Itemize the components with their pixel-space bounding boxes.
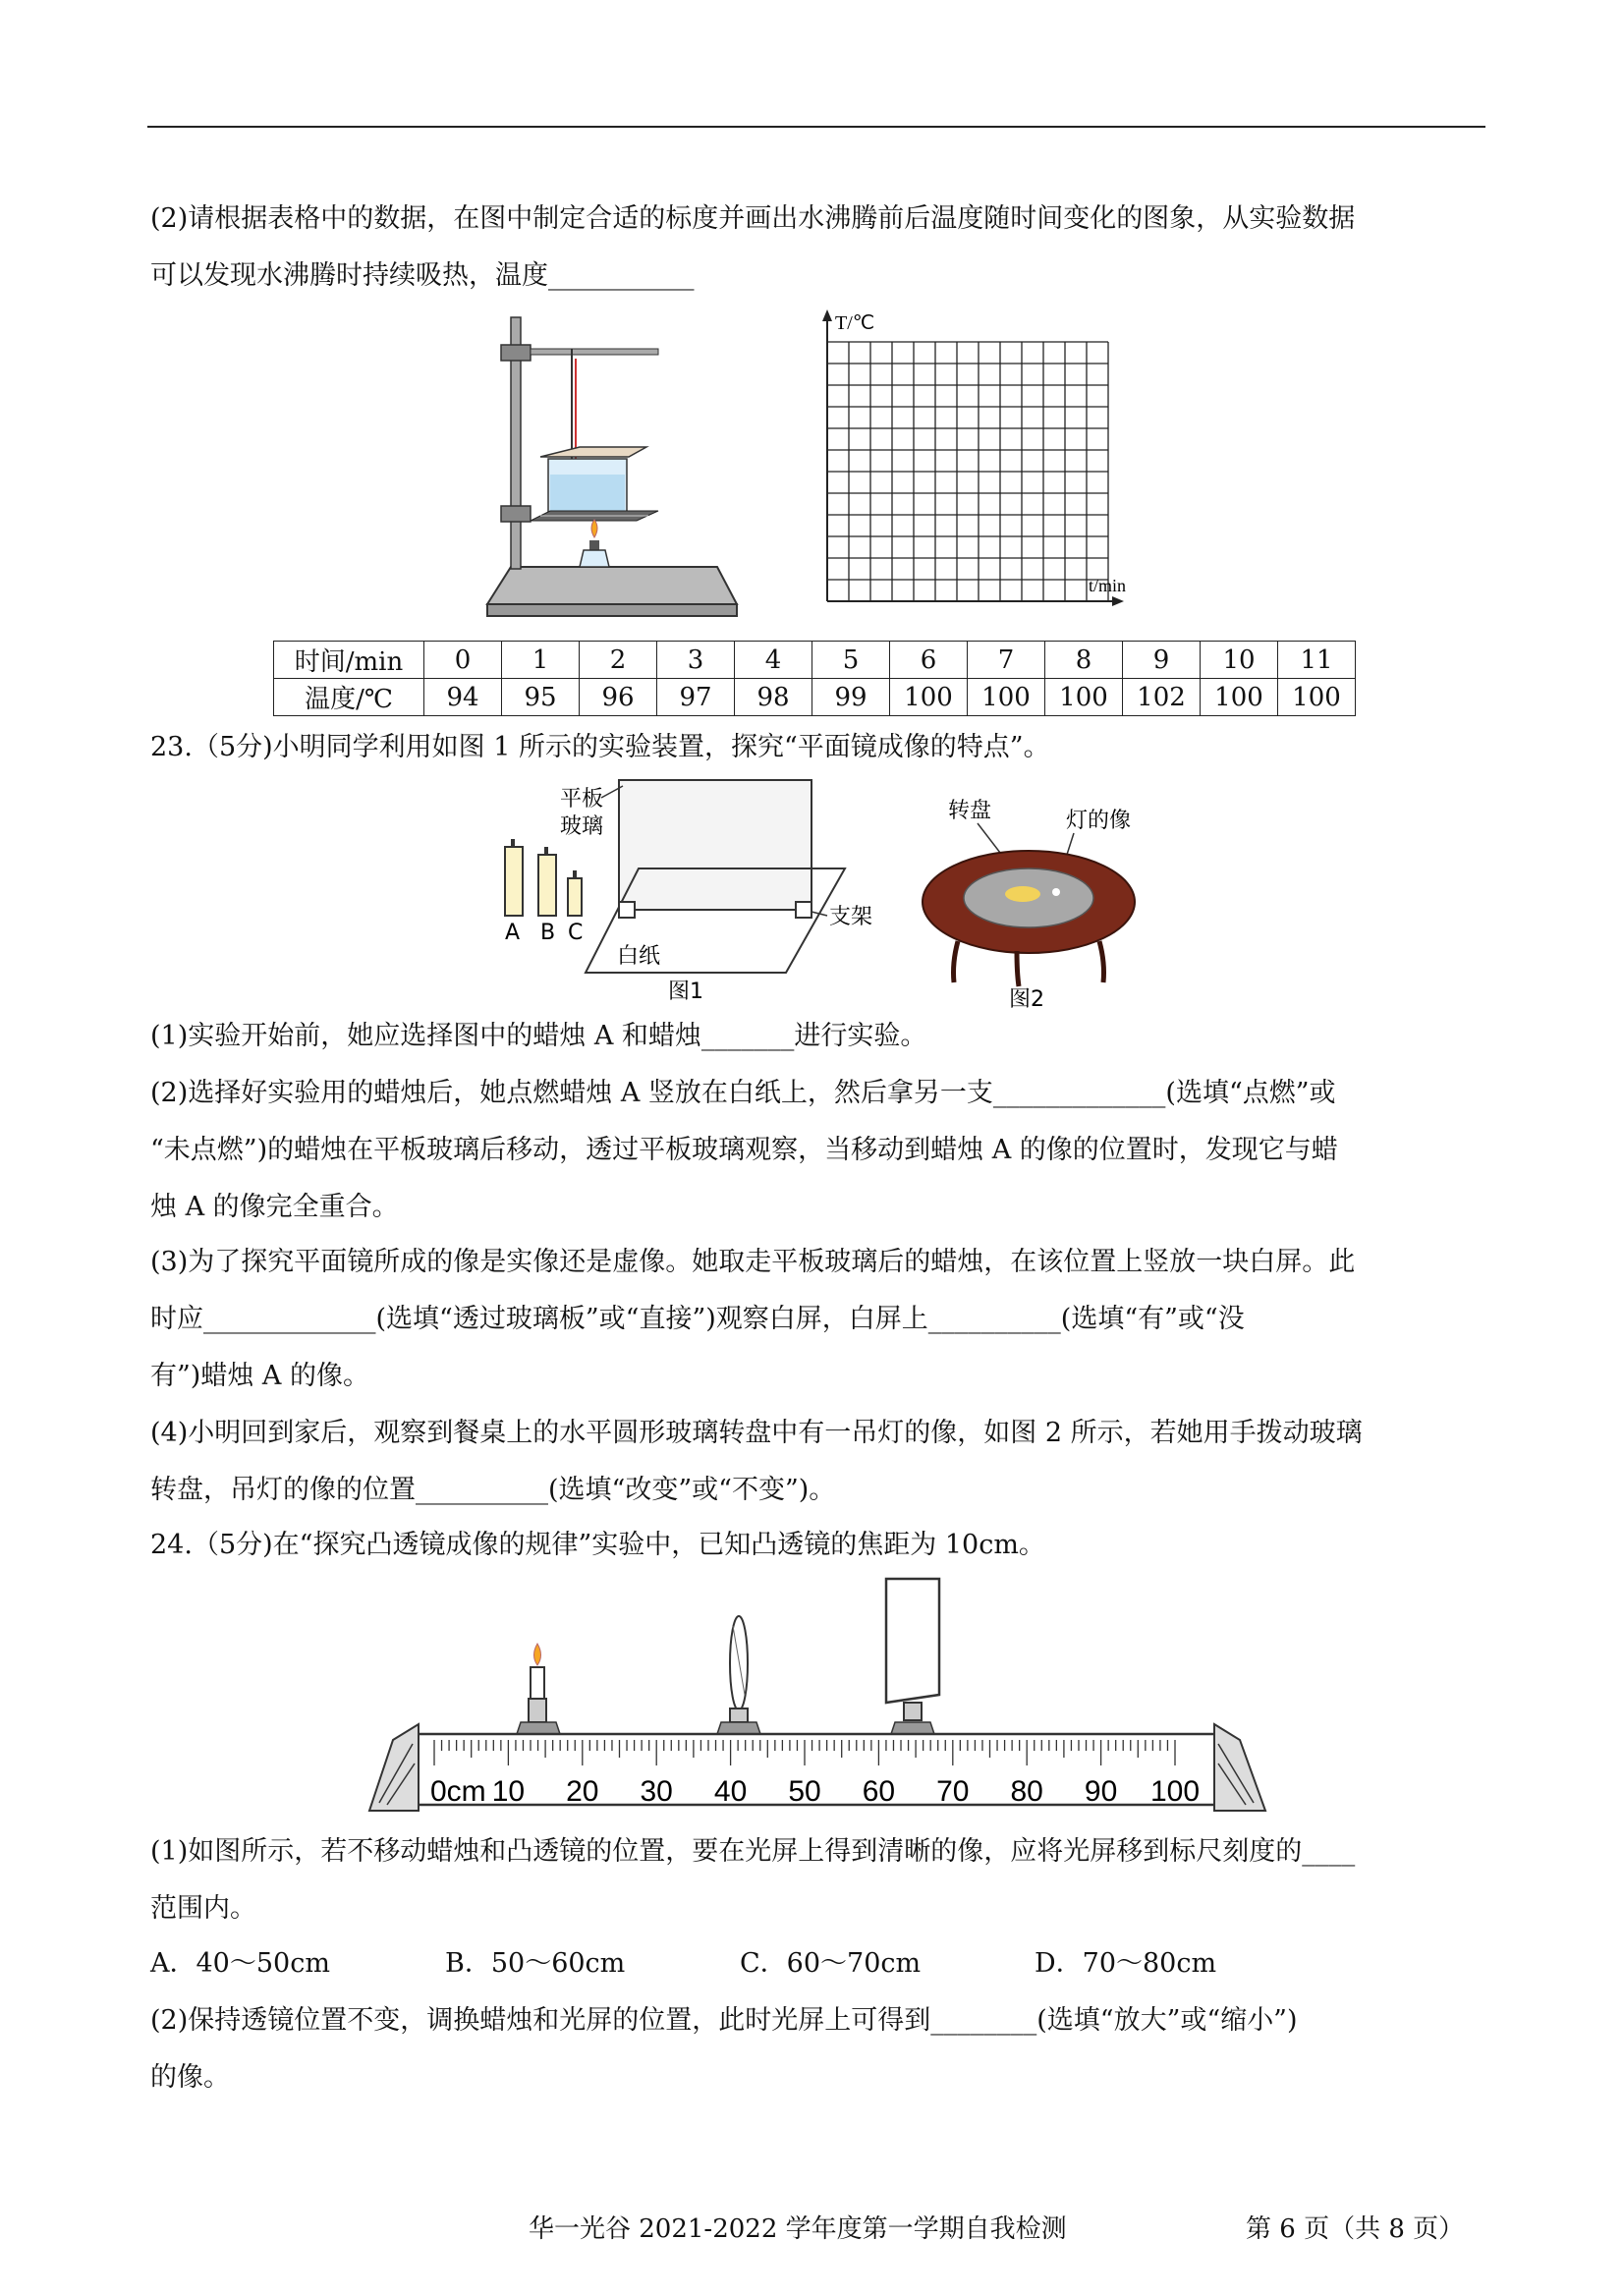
turntable-figure — [919, 786, 1154, 1012]
plane-mirror-figure — [491, 776, 884, 1012]
time-cell: 11 — [1278, 642, 1356, 679]
q23-p2-line3: 烛 A 的像完全重合。 — [150, 1192, 399, 1222]
q24-p2-line2: 的像。 — [150, 2062, 230, 2093]
optical-bench-figure — [364, 1577, 1277, 1832]
q23-p3-line3: 有”)蜡烛 A 的像。 — [150, 1361, 370, 1391]
candle-b-label: B — [540, 921, 556, 945]
time-cell: 7 — [968, 642, 1045, 679]
ruler-label: 50 — [788, 1775, 821, 1808]
temperature-time-graph — [806, 309, 1140, 614]
glass-plate-label-2: 玻璃 — [560, 814, 604, 839]
time-cell: 3 — [657, 642, 735, 679]
temp-cell: 97 — [657, 679, 735, 716]
q24-title: 24.（5分)在“探究凸透镜成像的规律”实验中，已知凸透镜的焦距为 10cm。 — [150, 1530, 1045, 1560]
q23-p4-line2: 转盘，吊灯的像的位置__________(选填“改变”或“不变”)。 — [150, 1475, 836, 1505]
lamp-image-label: 灯的像 — [1066, 809, 1132, 833]
q24-p1-line2: 范围内。 — [150, 1893, 256, 1924]
boiling-apparatus-figure — [481, 309, 756, 622]
graph-y-axis-label: T/℃ — [835, 312, 875, 334]
stand-label: 支架 — [829, 905, 873, 929]
temp-cell: 102 — [1123, 679, 1201, 716]
table-row — [274, 679, 1356, 716]
option-d[interactable]: D．70～80cm — [1035, 1948, 1217, 1979]
temp-cell: 100 — [890, 679, 968, 716]
time-cell: 1 — [502, 642, 580, 679]
figure-1-caption: 图1 — [668, 980, 703, 1004]
ruler-label: 100 — [1149, 1775, 1201, 1808]
q23-p4-line1: (4)小明回到家后，观察到餐桌上的水平圆形玻璃转盘中有一吊灯的像，如图 2 所示，若她用手拨动玻璃 — [150, 1418, 1363, 1448]
ruler-label: 10 — [491, 1775, 526, 1808]
graph-x-axis-label: t/min — [1089, 576, 1127, 595]
q22-answer-blank[interactable]: ___________ — [548, 260, 695, 291]
time-cell: 5 — [812, 642, 890, 679]
time-cell: 8 — [1045, 642, 1123, 679]
glass-plate-label-1: 平板 — [560, 787, 604, 812]
temp-cell: 100 — [968, 679, 1045, 716]
q23-p3-line1: (3)为了探究平面镜所成的像是实像还是虚像。她取走平板玻璃后的蜡烛，在该位置上竖放一块白屏。此 — [150, 1247, 1356, 1277]
q23-p1: (1)实验开始前，她应选择图中的蜡烛 A 和蜡烛_______进行实验。 — [150, 1021, 927, 1051]
temp-cell: 94 — [424, 679, 502, 716]
ruler-label: 80 — [1010, 1775, 1043, 1808]
ruler-label: 40 — [713, 1775, 748, 1808]
option-c[interactable]: C．60～70cm — [740, 1948, 922, 1979]
figure-2-caption: 图2 — [1009, 987, 1044, 1012]
temp-cell: 100 — [1278, 679, 1356, 716]
ruler-label: 30 — [640, 1775, 673, 1808]
ruler-label: 60 — [862, 1775, 896, 1808]
temp-cell: 96 — [580, 679, 657, 716]
option-a[interactable]: A．40～50cm — [150, 1948, 330, 1979]
ruler-label: 20 — [566, 1775, 599, 1808]
footer-school: 华一光谷 2021-2022 学年度第一学期自我检测 — [529, 2214, 1067, 2244]
table-header-time: 时间/min — [274, 642, 424, 679]
ruler-label: 0cm — [430, 1775, 486, 1808]
time-cell: 6 — [890, 642, 968, 679]
q22-part2-line2 — [150, 253, 695, 292]
q23-p2-line2: “未点燃”)的蜡烛在平板玻璃后移动，透过平板玻璃观察，当移动到蜡烛 A 的像的位置时，发现它与蜡 — [150, 1135, 1338, 1165]
temp-cell: 100 — [1201, 679, 1278, 716]
table-row — [274, 642, 1356, 679]
option-b[interactable]: B．50～60cm — [445, 1948, 626, 1979]
q22-part2-line1: (2)请根据表格中的数据，在图中制定合适的标度并画出水沸腾前后温度随时间变化的图象，从实验数据 — [150, 203, 1356, 234]
time-cell: 0 — [424, 642, 502, 679]
time-cell: 9 — [1123, 642, 1201, 679]
time-cell: 2 — [580, 642, 657, 679]
time-cell: 10 — [1201, 642, 1278, 679]
header-rule — [147, 126, 1485, 128]
time-cell: 4 — [735, 642, 812, 679]
ruler-label: 70 — [936, 1775, 970, 1808]
temp-cell: 99 — [812, 679, 890, 716]
q22-part2-text: 可以发现水沸腾时持续吸热，温度 — [150, 260, 548, 291]
white-paper-label: 白纸 — [617, 944, 661, 969]
time-temperature-table — [273, 641, 1356, 716]
temp-cell: 98 — [735, 679, 812, 716]
candle-a-label: A — [505, 921, 521, 945]
q24-p2-line1: (2)保持透镜位置不变，调换蜡烛和光屏的位置，此时光屏上可得到________(选填“放大”或“缩小”) — [150, 2005, 1298, 2036]
q23-title: 23.（5分)小明同学利用如图 1 所示的实验装置，探究“平面镜成像的特点”。 — [150, 732, 1050, 762]
temp-cell: 95 — [502, 679, 580, 716]
q23-p2-line1: (2)选择好实验用的蜡烛后，她点燃蜡烛 A 竖放在白纸上，然后拿另一支_____________(选填“点燃”或 — [150, 1078, 1336, 1108]
candle-c-label: C — [568, 921, 584, 945]
table-header-temperature: 温度/℃ — [274, 679, 424, 716]
q24-p1-line1: (1)如图所示，若不移动蜡烛和凸透镜的位置，要在光屏上得到清晰的像，应将光屏移到标尺刻度的____ — [150, 1836, 1356, 1867]
temp-cell: 100 — [1045, 679, 1123, 716]
turntable-label: 转盘 — [948, 799, 992, 823]
ruler-label: 90 — [1084, 1775, 1118, 1808]
q23-p3-line2: 时应_____________(选填“透过玻璃板”或“直接”)观察白屏，白屏上__________(选填“有”或“没 — [150, 1304, 1245, 1334]
footer-page-number: 第 6 页（共 8 页） — [1246, 2214, 1465, 2244]
